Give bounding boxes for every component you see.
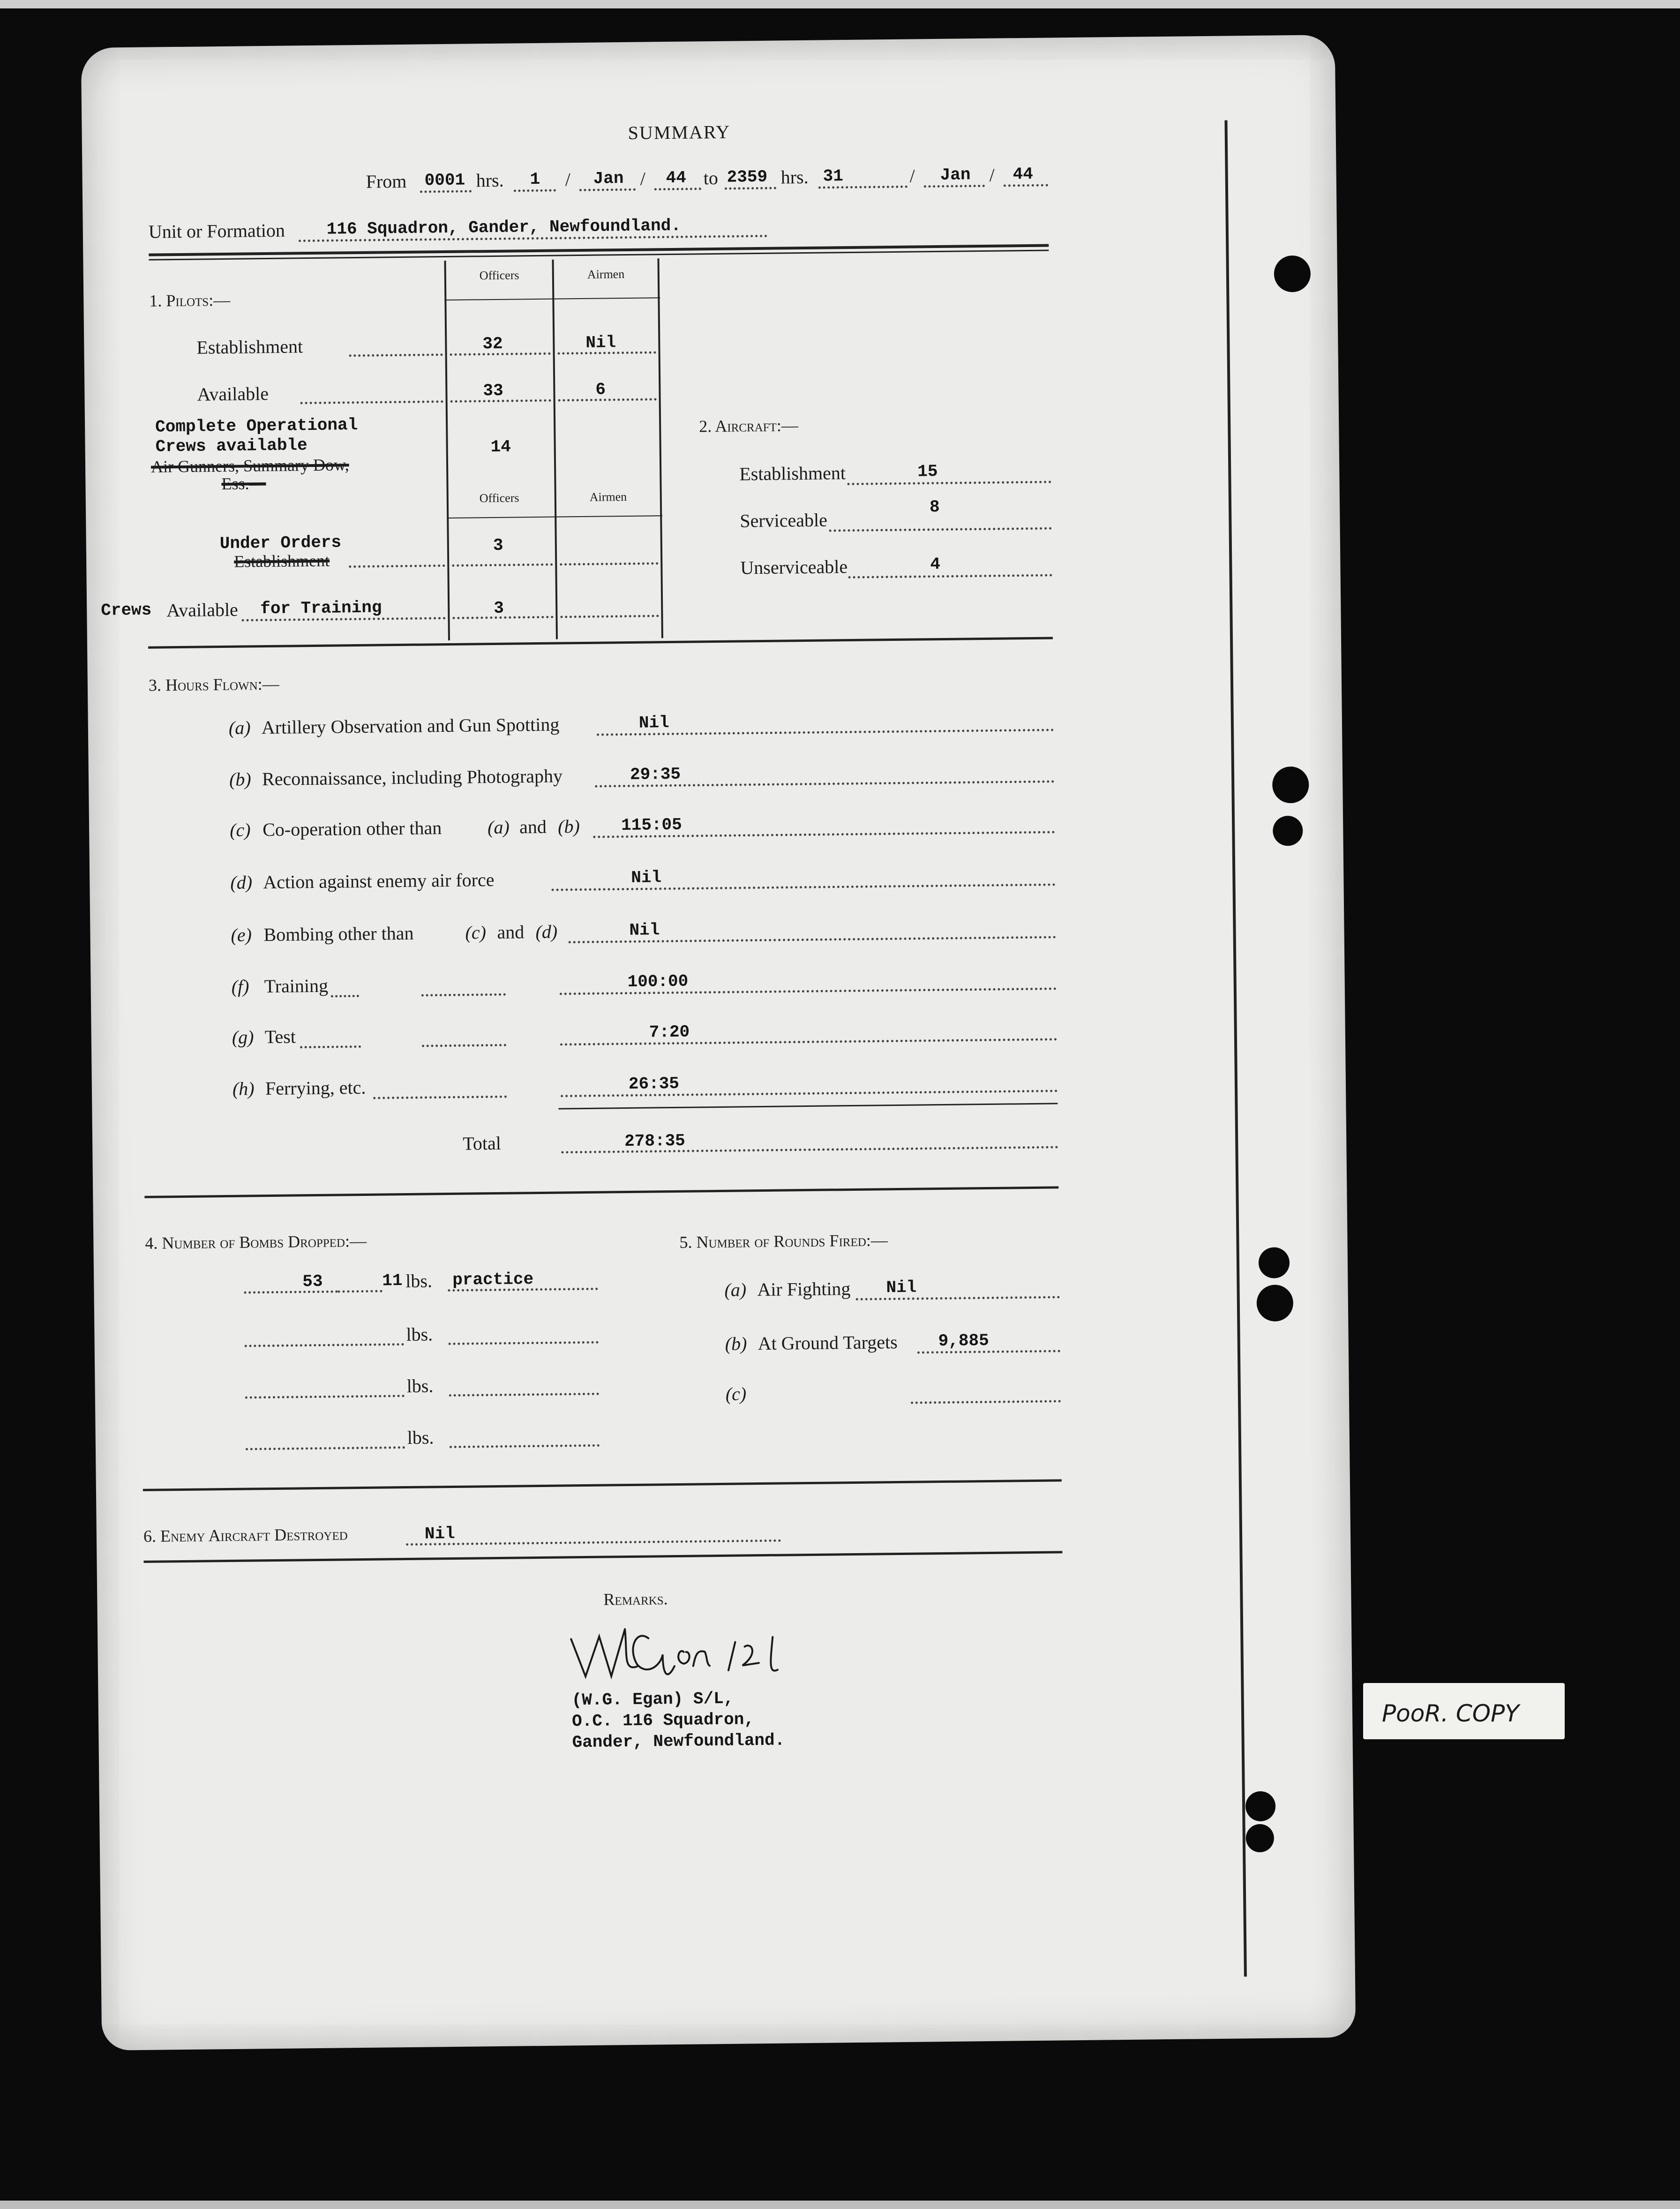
struck-ess: Ess.— (221, 474, 266, 494)
rounds-letter-a: (a) (724, 1279, 747, 1300)
training-label-for-training: for Training (260, 598, 382, 619)
hrs-label-2: hrs. (780, 166, 809, 188)
under-orders-label: Under Orders (219, 533, 342, 554)
punch-hole-4 (1259, 1247, 1290, 1278)
hours-letter-g: (g) (232, 1026, 254, 1048)
pilots-establishment-airmen: Nil (585, 333, 616, 353)
slash-1: / (565, 169, 571, 190)
pilots-establishment-label: Establishment (196, 336, 303, 358)
poor-copy-label (1363, 1683, 1565, 1739)
bombs-count-1: 53 (302, 1271, 323, 1292)
scan-frame-bottom (0, 2201, 1680, 2209)
struck-establishment: Establishment (233, 551, 330, 571)
training-label-available: Available (166, 599, 239, 621)
rounds-letter-b: (b) (725, 1333, 747, 1354)
poor-copy-handwriting (1363, 1683, 1565, 1739)
punch-hole-2 (1272, 766, 1309, 804)
punch-hole-1 (1274, 255, 1311, 293)
punch-hole-6 (1245, 1791, 1276, 1822)
rounds-label-b: At Ground Targets (758, 1331, 898, 1354)
crews-label-line2: Crews available (155, 436, 308, 457)
hours-letter-b: (b) (229, 768, 251, 790)
hours-value-a: Nil (638, 713, 669, 733)
hours-total-label: Total (462, 1132, 502, 1154)
punch-hole-3 (1273, 816, 1303, 846)
rounds-value-b: 9,885 (938, 1330, 989, 1351)
handwritten-signature (566, 1608, 830, 1686)
bombs-weight-1: 11 (382, 1271, 403, 1291)
bombs-lbs-2: lbs. (406, 1323, 433, 1345)
aircraft-serviceable-value: 8 (929, 497, 940, 517)
hours-heading: 3. Hours Flown:— (148, 674, 279, 695)
bombs-type-1: practice (452, 1270, 534, 1290)
hours-label-e: Bombing other than (263, 922, 414, 946)
hours-value-f: 100:00 (627, 971, 689, 992)
rounds-letter-c: (c) (725, 1383, 747, 1405)
hours-label-g: Test (264, 1026, 296, 1048)
to-label: to (703, 167, 719, 189)
scan-frame-top (0, 0, 1680, 8)
hours-value-b: 29:35 (630, 764, 681, 784)
remarks-line3: Gander, Newfoundland. (572, 1730, 785, 1752)
hours-label-f: Training (264, 975, 329, 997)
hours-ref-c2: (b) (557, 816, 580, 837)
enemy-value: Nil (424, 1524, 455, 1544)
hours-label-d: Action against enemy air force (263, 869, 495, 893)
hours-ref-e2: (d) (535, 921, 558, 943)
hours-value-h: 26:35 (628, 1074, 680, 1094)
bombs-lbs-4: lbs. (407, 1427, 434, 1448)
to-time: 2359 (727, 167, 768, 187)
hours-letter-a: (a) (228, 717, 251, 738)
col-officers-2: Officers (479, 491, 519, 505)
from-day: 1 (530, 169, 540, 189)
slash-4: / (989, 164, 995, 186)
from-label: From (366, 170, 407, 192)
aircraft-unserviceable-value: 4 (930, 554, 941, 574)
hrs-label-1: hrs. (476, 169, 504, 191)
struck-air-gunners: Air Gunners, Summary Dow, (150, 455, 349, 476)
aircraft-serviceable-label: Serviceable (740, 509, 828, 532)
to-day: 31 (823, 166, 844, 186)
pilots-available-officers: 33 (483, 381, 503, 401)
slash-2: / (640, 168, 646, 189)
hours-value-g: 7:20 (649, 1022, 690, 1042)
hours-and-c: and (519, 816, 547, 838)
hours-label-c: Co-operation other than (262, 817, 442, 841)
crews-available-value: 14 (490, 437, 511, 457)
punch-hole-7 (1246, 1824, 1275, 1853)
hours-letter-f: (f) (231, 976, 249, 997)
hours-letter-d: (d) (230, 872, 253, 893)
hours-label-a: Artillery Observation and Gun Spotting (261, 714, 560, 738)
hours-total-value: 278:35 (624, 1131, 686, 1151)
pilots-heading: 1. Pilots:— (149, 290, 231, 310)
col-officers: Officers (479, 268, 519, 283)
summary-form-sheet (81, 35, 1356, 2051)
hours-value-c: 115:05 (621, 815, 682, 835)
aircraft-heading: 2. Aircraft:— (699, 416, 799, 436)
under-orders-value: 3 (493, 535, 503, 555)
col-airmen: Airmen (587, 267, 625, 281)
unit-value: 116 Squadron, Gander, Newfoundland. (326, 216, 682, 239)
hours-value-e: Nil (629, 920, 660, 940)
punch-hole-5 (1256, 1285, 1293, 1322)
remarks-line1: (W.G. Egan) S/L, (571, 1689, 734, 1710)
unit-label: Unit or Formation (148, 219, 285, 242)
col-airmen-2: Airmen (589, 489, 627, 504)
hours-and-e: and (497, 921, 525, 943)
hours-label-b: Reconnaissance, including Photography (262, 765, 563, 790)
poor-copy-text: PooR. COPY (1382, 1700, 1519, 1727)
rounds-label-a: Air Fighting (757, 1278, 851, 1300)
pilots-available-airmen: 6 (595, 380, 606, 399)
training-label-crews: Crews (101, 600, 152, 620)
crews-label-line1: Complete Operational (155, 415, 358, 437)
from-year: 44 (666, 168, 687, 188)
enemy-heading: 6. Enemy Aircraft Destroyed (143, 1525, 348, 1546)
aircraft-establishment-label: Establishment (739, 462, 846, 485)
hours-letter-h: (h) (232, 1078, 255, 1099)
hours-ref-c1: (a) (487, 816, 510, 838)
hours-value-d: Nil (631, 868, 662, 887)
to-year: 44 (1012, 164, 1034, 184)
aircraft-establishment-value: 15 (917, 462, 938, 481)
hours-ref-e1: (c) (465, 922, 487, 943)
hours-letter-e: (e) (231, 924, 252, 946)
from-time: 0001 (424, 170, 465, 190)
pilots-available-label: Available (197, 383, 269, 405)
bombs-heading: 4. Number of Bombs Dropped:— (145, 1231, 367, 1253)
hours-label-h: Ferrying, etc. (265, 1076, 366, 1099)
form-title: SUMMARY (628, 121, 731, 143)
aircraft-unserviceable-label: Unserviceable (740, 556, 848, 579)
rounds-value-a: Nil (886, 1277, 917, 1298)
training-crews-value: 3 (494, 598, 504, 618)
to-month: Jan (940, 165, 971, 185)
from-month: Jan (593, 169, 624, 188)
bombs-lbs-3: lbs. (406, 1375, 434, 1397)
slash-3: / (909, 165, 915, 187)
bombs-lbs-1: lbs. (405, 1270, 433, 1292)
pilots-establishment-officers: 32 (482, 334, 503, 354)
remarks-heading: Remarks. (603, 1589, 668, 1609)
hours-letter-c: (c) (229, 819, 251, 841)
remarks-line2: O.C. 116 Squadron, (571, 1710, 755, 1731)
rounds-heading: 5. Number of Rounds Fired:— (679, 1231, 888, 1252)
